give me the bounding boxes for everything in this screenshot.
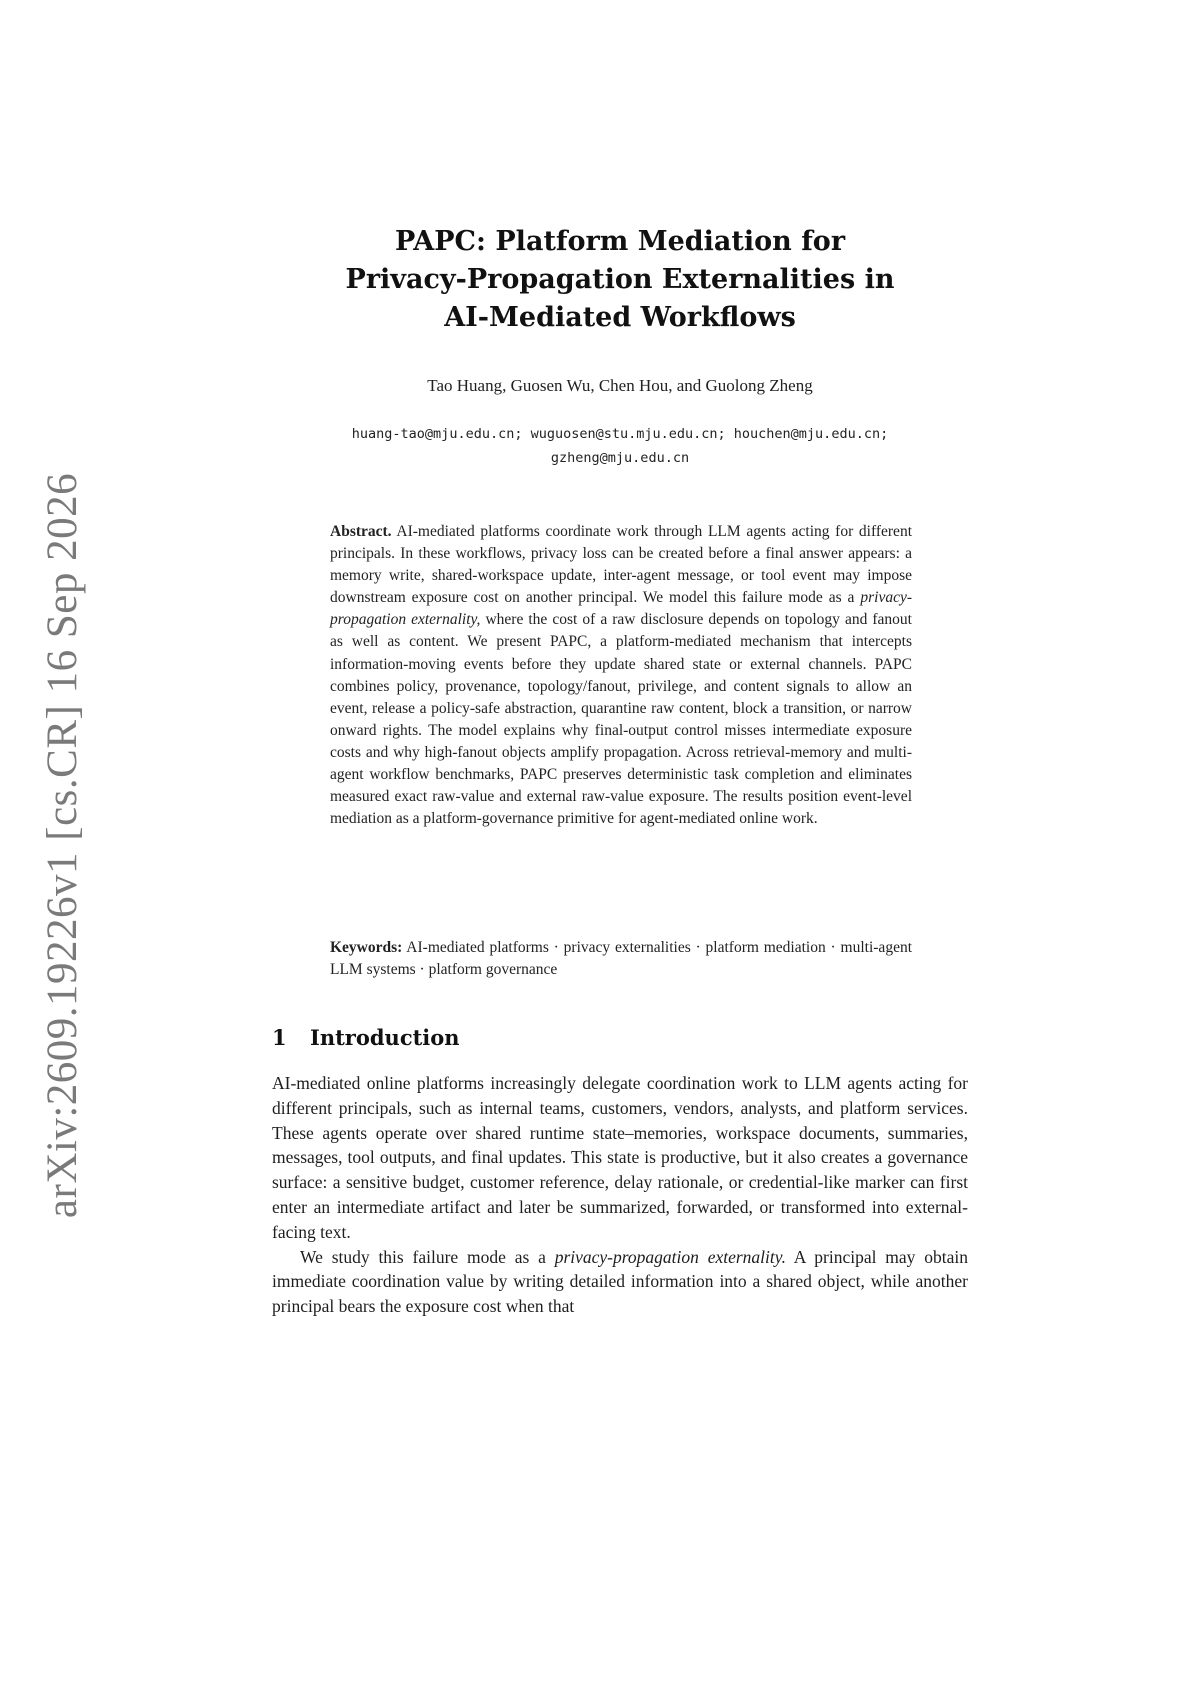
title-line-3: AI-Mediated Workflows [444,302,796,333]
intro-paragraph-2 [272,1245,968,1319]
intro-p2-text-b: A principal may obtain immediate coordination value by writing detailed information into a shared object, while another principal bears the exposure cost when that [272,1246,968,1317]
abstract-term: privacy-propagation externality, [330,589,912,629]
intro-p2-term: privacy-propagation externality. [554,1246,786,1267]
title-line-2: Privacy-Propagation Externalities in [345,264,895,295]
emails-line-2[interactable]: gzheng@mju.edu.cn [550,450,690,466]
arxiv-identifier[interactable]: arXiv:2609.19226v1 [cs.CR] 16 Sep 2026 [39,472,87,1218]
keywords [330,937,912,981]
keywords-label: Keywords: [330,939,403,956]
emails-line-1[interactable]: huang-tao@mju.edu.cn; wuguosen@stu.mju.edu.cn; houchen@mju.edu.cn; [351,426,889,442]
keywords-text: AI-mediated platforms · privacy externalities · platform mediation · multi-agent LLM systems · platform governance [330,939,912,979]
abstract-label: Abstract. [330,523,392,540]
abstract-text-1: AI-mediated platforms coordinate work through LLM agents acting for different principals. In these workflows, privacy loss can be created before a final answer appears: a memory write, shared-workspace update, inter-agent message, or tool event may impose downstream exposure cost on another principal. We model this failure mode as a [330,523,912,607]
author-emails [260,422,980,470]
author-list: Tao Huang, Guosen Wu, Chen Hou, and Guolong Zheng [427,376,813,395]
section-number: 1 [272,1025,287,1050]
abstract [330,521,912,830]
introduction-body [272,1071,968,1319]
arxiv-sidebar [33,472,93,1218]
abstract-text-2: where the cost of a raw disclosure depends on topology and fanout as well as content. We present PAPC, a platform-mediated mechanism that intercepts information-moving events before they update shared state or external channels. PAPC combines policy, provenance, topology/fanout, privilege, and content signals to allow an event, release a policy-safe abstraction, quarantine raw content, block a transition, or narrow onward rights. The model explains why final-output control misses intermediate exposure costs and why high-fanout objects amplify propagation. Across retrieval-memory and multi-agent workflow benchmarks, PAPC preserves deterministic task completion and eliminates measured exact raw-value and external raw-value exposure. The results position event-level mediation as a platform-governance primitive for agent-mediated online work. [330,611,912,828]
title-line-1: PAPC: Platform Mediation for [394,226,846,257]
intro-paragraph-1: AI-mediated online platforms increasingly delegate coordination work to LLM agents acting for different principals, such as internal teams, customers, vendors, analysts, and platform services. These agents operate over shared runtime state–memories, workspace documents, summaries, messages, tool outputs, and final updates. This state is productive, but it also creates a governance surface: a sensitive budget, customer reference, delay rationale, or credential-like marker can first enter an intermediate artifact and later be summarized, forwarded, or transformed into external-facing text. [272,1073,968,1242]
section-heading-introduction [272,1025,460,1050]
intro-p2-text-a: We study this failure mode as a [300,1246,555,1267]
paper-title [270,223,970,337]
section-title: Introduction [310,1025,460,1050]
